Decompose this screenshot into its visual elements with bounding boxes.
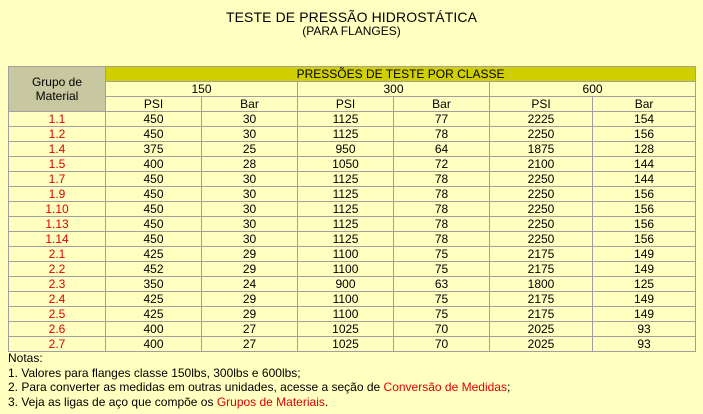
bar-150-cell: 30 (202, 232, 298, 247)
psi-300-cell: 1025 (298, 337, 394, 352)
unit-header-psi: PSI (298, 97, 394, 112)
material-group-cell: 2.7 (9, 337, 106, 352)
bar-150-cell: 24 (202, 277, 298, 292)
bar-150-cell: 29 (202, 262, 298, 277)
bar-150-cell: 29 (202, 307, 298, 322)
material-group-cell: 1.2 (9, 127, 106, 142)
psi-300-cell: 1125 (298, 127, 394, 142)
bar-600-cell: 144 (593, 172, 696, 187)
bar-600-cell: 154 (593, 112, 696, 127)
unit-header-bar: Bar (202, 97, 298, 112)
psi-600-cell: 2250 (490, 127, 593, 142)
note-2-suffix: ; (506, 380, 511, 394)
table-row (9, 247, 696, 262)
table-row (9, 127, 696, 142)
psi-600-cell: 2175 (490, 262, 593, 277)
psi-600-cell: 2250 (490, 187, 593, 202)
table-row (9, 307, 696, 322)
psi-600-cell: 2175 (490, 307, 593, 322)
conversao-de-medidas-link[interactable]: Conversão de Medidas (383, 380, 507, 394)
material-group-cell: 2.4 (9, 292, 106, 307)
table-row (9, 112, 696, 127)
material-group-cell: 2.2 (9, 262, 106, 277)
psi-150-cell: 350 (106, 277, 202, 292)
bar-600-cell: 149 (593, 262, 696, 277)
bar-150-cell: 30 (202, 172, 298, 187)
psi-150-cell: 375 (106, 142, 202, 157)
psi-150-cell: 450 (106, 217, 202, 232)
bar-600-cell: 156 (593, 187, 696, 202)
group-header: Grupo de Material (9, 67, 106, 112)
psi-150-cell: 450 (106, 202, 202, 217)
material-group-cell: 2.6 (9, 322, 106, 337)
bar-150-cell: 30 (202, 112, 298, 127)
psi-300-cell: 1125 (298, 232, 394, 247)
psi-150-cell: 450 (106, 127, 202, 142)
psi-600-cell: 2025 (490, 337, 593, 352)
psi-300-cell: 950 (298, 142, 394, 157)
psi-300-cell: 1100 (298, 307, 394, 322)
psi-150-cell: 425 (106, 247, 202, 262)
table-row (9, 187, 696, 202)
table-row (9, 277, 696, 292)
bar-300-cell: 75 (394, 262, 490, 277)
material-group-cell: 1.1 (9, 112, 106, 127)
psi-600-cell: 2250 (490, 232, 593, 247)
page-title: TESTE DE PRESSÃO HIDROSTÁTICA (225, 9, 478, 25)
bar-600-cell: 156 (593, 202, 696, 217)
psi-150-cell: 450 (106, 187, 202, 202)
bar-150-cell: 27 (202, 337, 298, 352)
table-row (9, 337, 696, 352)
bar-600-cell: 125 (593, 277, 696, 292)
pressure-test-table (8, 66, 696, 352)
bar-300-cell: 78 (394, 187, 490, 202)
bar-600-cell: 149 (593, 307, 696, 322)
material-group-cell: 2.3 (9, 277, 106, 292)
psi-150-cell: 452 (106, 262, 202, 277)
bar-300-cell: 70 (394, 322, 490, 337)
note-3-text: 3. Veja as ligas de aço que compõe os (8, 394, 217, 409)
table-row (9, 232, 696, 247)
bar-600-cell: 93 (593, 322, 696, 337)
psi-600-cell: 2250 (490, 172, 593, 187)
material-group-cell: 2.5 (9, 307, 106, 322)
note-2-text: 2. Para converter as medidas em outras unidades, acesse a seção de (8, 380, 384, 394)
psi-150-cell: 450 (106, 112, 202, 127)
bar-300-cell: 63 (394, 277, 490, 292)
psi-600-cell: 2175 (490, 292, 593, 307)
material-group-cell: 1.7 (9, 172, 106, 187)
note-3-suffix: . (324, 394, 329, 409)
bar-150-cell: 29 (202, 247, 298, 262)
material-group-cell: 1.4 (9, 142, 106, 157)
psi-300-cell: 900 (298, 277, 394, 292)
page-subtitle: (PARA FLANGES) (302, 24, 401, 38)
psi-300-cell: 1125 (298, 112, 394, 127)
psi-150-cell: 400 (106, 337, 202, 352)
psi-150-cell: 425 (106, 292, 202, 307)
unit-header-psi: PSI (106, 97, 202, 112)
psi-300-cell: 1125 (298, 172, 394, 187)
table-row (9, 172, 696, 187)
psi-600-cell: 1800 (490, 277, 593, 292)
bar-300-cell: 70 (394, 337, 490, 352)
material-group-cell: 1.14 (9, 232, 106, 247)
psi-300-cell: 1125 (298, 187, 394, 202)
table-row (9, 142, 696, 157)
bar-300-cell: 75 (394, 292, 490, 307)
bar-600-cell: 144 (593, 157, 696, 172)
bar-600-cell: 128 (593, 142, 696, 157)
bar-600-cell: 149 (593, 247, 696, 262)
psi-150-cell: 400 (106, 157, 202, 172)
table-row (9, 217, 696, 232)
bar-300-cell: 64 (394, 142, 490, 157)
notes-heading: Notas: (8, 351, 43, 365)
psi-600-cell: 2175 (490, 247, 593, 262)
psi-600-cell: 2250 (490, 217, 593, 232)
psi-300-cell: 1100 (298, 262, 394, 277)
bar-300-cell: 78 (394, 127, 490, 142)
bar-150-cell: 30 (202, 217, 298, 232)
bar-300-cell: 78 (394, 202, 490, 217)
psi-600-cell: 2100 (490, 157, 593, 172)
table-row (9, 202, 696, 217)
bar-600-cell: 156 (593, 232, 696, 247)
table-row (9, 292, 696, 307)
bar-600-cell: 156 (593, 217, 696, 232)
bar-300-cell: 78 (394, 232, 490, 247)
bar-300-cell: 78 (394, 172, 490, 187)
psi-150-cell: 450 (106, 232, 202, 247)
psi-150-cell: 450 (106, 172, 202, 187)
bar-300-cell: 75 (394, 247, 490, 262)
table-body (9, 112, 696, 352)
psi-300-cell: 1100 (298, 247, 394, 262)
bar-150-cell: 30 (202, 127, 298, 142)
note-2 (8, 380, 698, 395)
psi-300-cell: 1100 (298, 292, 394, 307)
bar-150-cell: 27 (202, 322, 298, 337)
psi-600-cell: 2250 (490, 202, 593, 217)
grupos-de-materiais-link[interactable]: Grupos de Materiais (216, 394, 325, 409)
bar-150-cell: 30 (202, 187, 298, 202)
psi-300-cell: 1050 (298, 157, 394, 172)
bar-150-cell: 28 (202, 157, 298, 172)
psi-600-cell: 2225 (490, 112, 593, 127)
note-1: 1. Valores para flanges classe 150lbs, 300lbs e 600lbs; (8, 365, 301, 380)
note-3 (8, 395, 698, 410)
bar-300-cell: 72 (394, 157, 490, 172)
psi-300-cell: 1125 (298, 202, 394, 217)
material-group-cell: 1.5 (9, 157, 106, 172)
unit-header-bar: Bar (394, 97, 490, 112)
psi-600-cell: 2025 (490, 322, 593, 337)
bar-150-cell: 25 (202, 142, 298, 157)
bar-600-cell: 156 (593, 127, 696, 142)
class-header-600: 600 (490, 82, 696, 97)
class-header-150: 150 (106, 82, 298, 97)
table-row (9, 262, 696, 277)
main-header: PRESSÕES DE TESTE POR CLASSE (106, 67, 696, 82)
bar-150-cell: 29 (202, 292, 298, 307)
notes-section (8, 351, 698, 409)
psi-150-cell: 425 (106, 307, 202, 322)
unit-header-bar: Bar (593, 97, 696, 112)
bar-300-cell: 77 (394, 112, 490, 127)
bar-150-cell: 30 (202, 202, 298, 217)
psi-150-cell: 400 (106, 322, 202, 337)
bar-300-cell: 78 (394, 217, 490, 232)
bar-600-cell: 93 (593, 337, 696, 352)
material-group-cell: 1.13 (9, 217, 106, 232)
material-group-cell: 1.10 (9, 202, 106, 217)
bar-300-cell: 75 (394, 307, 490, 322)
material-group-cell: 2.1 (9, 247, 106, 262)
material-group-cell: 1.9 (9, 187, 106, 202)
bar-600-cell: 149 (593, 292, 696, 307)
table-row (9, 157, 696, 172)
unit-header-psi: PSI (490, 97, 593, 112)
psi-300-cell: 1025 (298, 322, 394, 337)
psi-600-cell: 1875 (490, 142, 593, 157)
table-row (9, 322, 696, 337)
psi-300-cell: 1125 (298, 217, 394, 232)
class-header-300: 300 (298, 82, 490, 97)
